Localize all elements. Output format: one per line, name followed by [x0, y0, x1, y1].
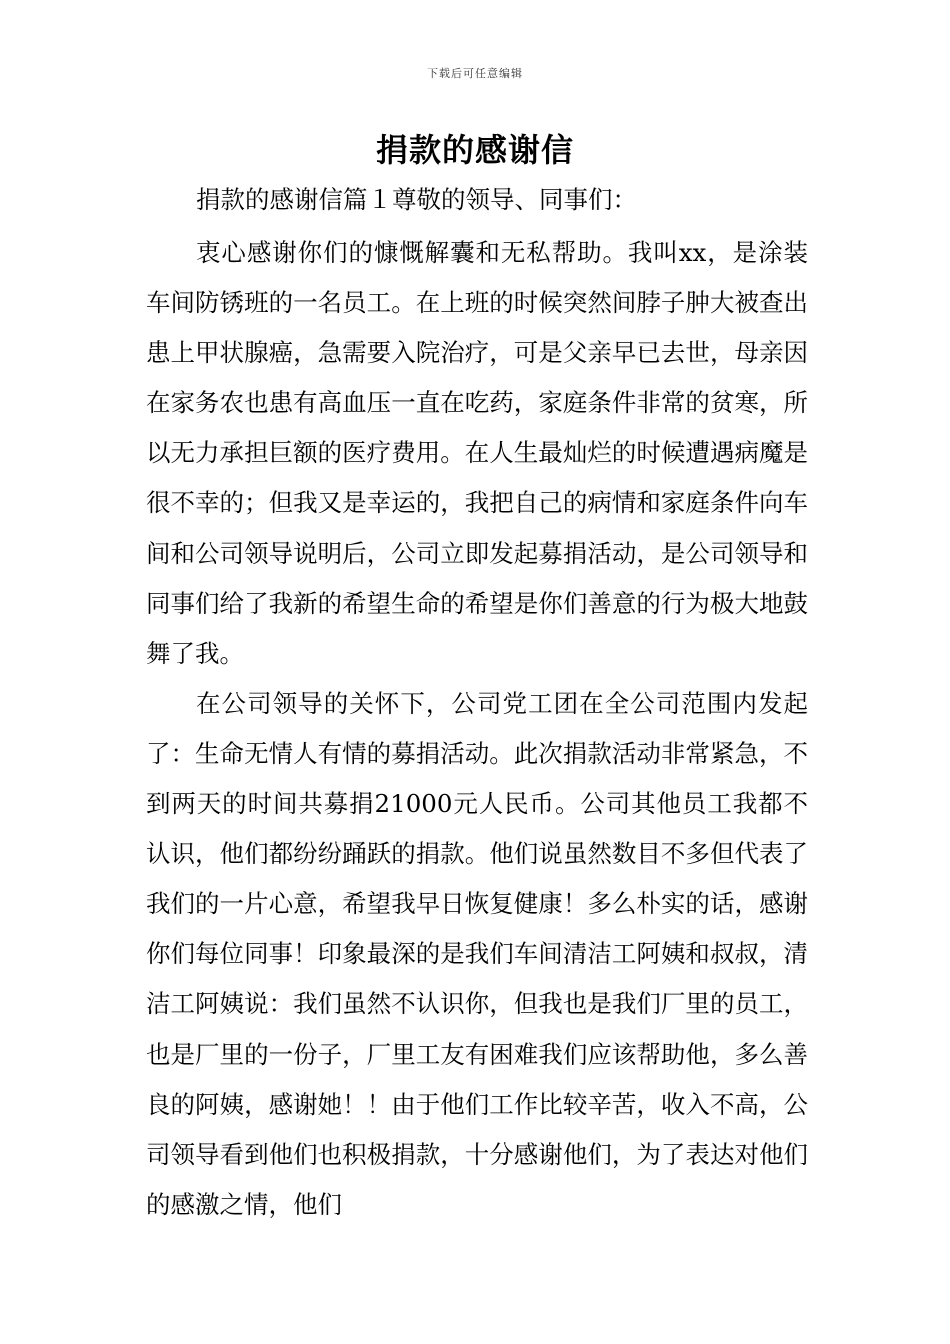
body-paragraph-2: 在公司领导的关怀下，公司党工团在全公司范围内发起了：生命无情人有情的募捐活动。此次捐款活动非常紧急，不到两天的时间共募捐21000元人民币。公司其他员工我都不认识，他们都纷纷踊跃的捐款。他们说虽然数目不多但代表了我们的一片心意，希望我早日恢复健康！多么朴实的话，感谢你们每位同事！印象最深的是我们车间清洁工阿姨和叔叔，清洁工阿姨说：我们虽然不认识你，但我也是我们厂里的员工，也是厂里的一份子，厂里工友有困难我们应该帮助他，多么善良的阿姨，感谢她！！由于他们工作比较辛苦，收入不高，公司领导看到他们也积极捐款，十分感谢他们，为了表达对他们的感激之情，他们 [146, 688, 808, 1219]
body-paragraph-1: 衷心感谢你们的慷慨解囊和无私帮助。我叫xx，是涂装车间防锈班的一名员工。在上班的时候突然间脖子肿大被查出患上甲状腺癌，急需要入院治疗，可是父亲早已去世，母亲因在家务农也患有高血压一直在吃药，家庭条件非常的贫寒，所以无力承担巨额的医疗费用。在人生最灿烂的时候遭遇病魔是很不幸的；但我又是幸运的，我把自己的病情和家庭条件向车间和公司领导说明后，公司立即发起募捐活动，是公司领导和同事们给了我新的希望生命的希望是你们善意的行为极大地鼓舞了我。 [146, 238, 808, 668]
letter-body [146, 178, 808, 1230]
salutation-paragraph: 捐款的感谢信篇１尊敬的领导、同事们： [196, 185, 637, 214]
document-title: 捐款的感谢信 [375, 131, 574, 169]
header-note: 下载后可任意编辑 [427, 67, 523, 80]
